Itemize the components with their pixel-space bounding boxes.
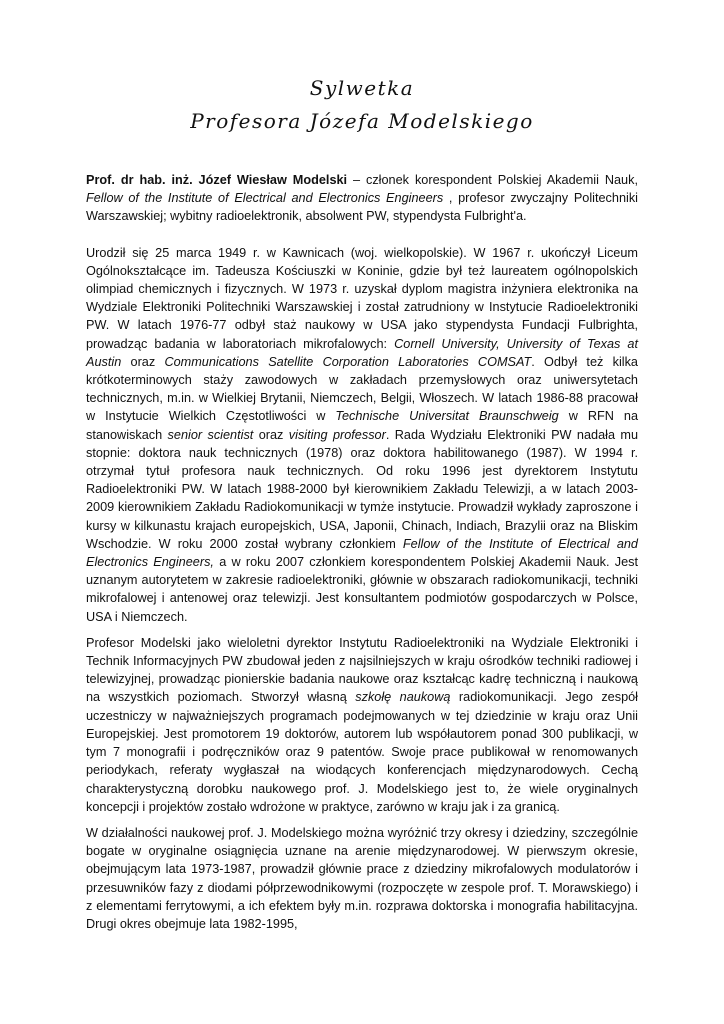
bio-italic-4: senior scientist <box>167 427 254 442</box>
bio-italic-3: Technische Universitat Braunschweig <box>335 409 559 424</box>
research-text-1: W działalności naukowej prof. J. Modelskiego można wyróżnić trzy okresy i dziedziny, szczególnie bogate w oryginalne osiągnięcia uznane na arenie międzynarodowej. W pierwszym okresie, obejmującym lata 1973-1987, prowadził głównie prace z dziedziny mikrofalowych modulatorów i przesuwników fazy z diodami półprzewodnikowymi (rozpoczęte w zespole prof. T. Morawskiego) i z elementami ferrytowymi, a ich efektem były m.in. rozprawa doktorska i monografia habilitacyjna. Drugi okres obejmuje lata 1982-1995, <box>86 825 638 931</box>
ach-italic-1: szkołę naukową <box>355 690 451 705</box>
biography-paragraph <box>86 244 638 626</box>
bio-text-6: . Rada Wydziału Elektroniki PW nadała mu stopnie: doktora nauk technicznych (1978) oraz doktora habilitowanego (1987). W 1994 r. otrzymał tytuł profesora nauk technicznych. Od roku 1996 jest dyrektorem Instytutu Radioelektroniki PW. W latach 1988-2000 był kierownikiem Zakładu Telewizji, a w latach 2003-2009 kierownikiem Zakładu Radiokomunikacji w tymże instytucie. Prowadził wykłady zaproszone i kursy w kilkunastu krajach europejskich, USA, Japonii, Chinach, Indiach, Brazylii oraz na Bliskim Wschodzie. W roku 2000 został wybrany członkiem <box>86 427 639 551</box>
ieee-fellow-title: Fellow of the Institute of Electrical and Electronics Engineers <box>86 191 444 206</box>
intro-paragraph <box>86 171 638 226</box>
bio-text-1: Urodził się 25 marca 1949 r. w Kawnicach (woj. wielkopolskie). W 1967 r. ukończył Liceum Ogólnokształcące im. Tadeusza Kościuszki w Koninie, gdzie był też laureatem ogólnopolskich olimpiad chemicznych i fizycznych. W 1973 r. uzyskał dyplom magistra inżyniera elektronika na Wydziale Elektroniki Politechniki Warszawskiej i został zatrudniony w Instytucie Radioelektroniki PW. W latach 1976-77 odbył staż naukowy w USA jako stypendysta Fundacji Fulbrighta, prowadząc badania w laboratoriach mikrofalowych: <box>86 245 638 351</box>
title-line-2: Profesora Józefa Modelskiego <box>190 109 534 133</box>
bio-text-3: . Odbył też kilka krótkoterminowych staży zawodowych w zakładach przemysłowych oraz uniwersytetach technicznych, m.in. w Wielkiej Brytanii, Niemczech, Belgii, Włoszech. W latach 1986-88 pracował w Instytucie Wielkich Częstotliwości w <box>86 354 638 424</box>
bio-italic-5: visiting professor <box>288 427 386 442</box>
title-line-1: Sylwetka <box>309 76 415 100</box>
bio-italic-1: Cornell University, University of Texas at Austin <box>86 336 638 369</box>
bio-text-4: w RFN na stanowiskach <box>86 409 638 442</box>
bio-italic-2: Communications Satellite Corporation Laboratories COMSAT <box>164 354 532 369</box>
bio-text-7: a w roku 2007 członkiem korespondentem Polskiej Akademii Nauk. Jest uznanym autorytetem w zakresie radioelektroniki, głównie w obszarach radiokomunikacji, techniki mikrofalowej i antenowej oraz telewizji. Jest konsultantem podmiotów gospodarczych w Polsce, USA i Niemczech. <box>86 555 639 624</box>
intro-text-1: – członek korespondent Polskiej Akademii Nauk, <box>347 173 638 187</box>
professor-name: Prof. dr hab. inż. Józef Wiesław Modelski <box>86 173 348 187</box>
bio-text-5: oraz <box>253 427 289 442</box>
bio-text-2: oraz <box>121 354 165 369</box>
research-paragraph <box>86 824 638 933</box>
intro-text-2: , profesor zwyczajny Politechniki Warszawskiej; wybitny radioelektronik, absolwent PW, stypendysta Fulbright'a. <box>86 191 638 224</box>
ach-text-2: radiokomunikacji. Jego zespół uczestniczy w najważniejszych programach podejmowanych w tej dziedzinie w kraju oraz Unii Europejskiej. Jest promotorem 19 doktorów, autorem lub współautorem ponad 300 publikacji, w tym 7 monografii i podręczników oraz 9 patentów. Swoje prace publikował w renomowanych periodykach, referaty wygłaszał na wiodących konferencjach międzynarodowych. Cechą charakterystyczną dorobku naukowego prof. J. Modelskiego jest to, że wiele oryginalnych koncepcji i projektów zostało wdrożone w praktyce, zarówno w kraju jak i za granicą. <box>86 690 638 814</box>
ach-text-1: Profesor Modelski jako wieloletni dyrektor Instytutu Radioelektroniki na Wydziale Elektroniki i Technik Informacyjnych PW zbudował jeden z najsilniejszych w kraju ośrodków techniki radiowej i telewizyjnej, prowadząc pionierskie badania naukowe oraz kształcąc kadrę techniczną i naukową na wszystkich poziomach. Stworzył własną <box>86 635 638 705</box>
achievements-paragraph <box>86 634 638 816</box>
title-block <box>86 72 638 138</box>
bio-italic-6: Fellow of the Institute of Electrical and Electronics Engineers, <box>86 536 638 570</box>
